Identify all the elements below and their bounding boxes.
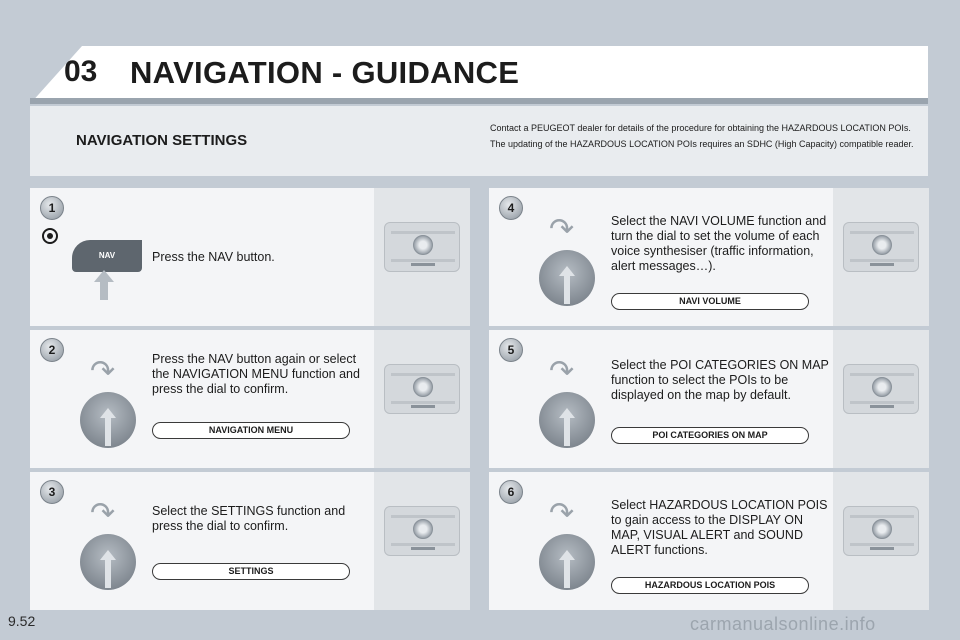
rotate-arrow-icon: ↷ xyxy=(90,355,116,388)
radio-panel-icon xyxy=(843,222,919,272)
step-image-panel xyxy=(833,472,929,610)
step-number: 4 xyxy=(499,196,523,220)
press-arrow-stem xyxy=(105,560,111,588)
step-card-3 xyxy=(30,472,470,610)
disc-icon xyxy=(42,228,58,244)
step-image-panel xyxy=(833,330,929,468)
page-title: NAVIGATION - GUIDANCE xyxy=(130,55,520,90)
step-number: 3 xyxy=(40,480,64,504)
step-card-5 xyxy=(489,330,929,468)
nav-button: NAV xyxy=(72,240,142,272)
press-arrow-stem xyxy=(105,418,111,446)
step-number: 5 xyxy=(499,338,523,362)
step-image-panel xyxy=(374,188,470,326)
menu-label-pill: SETTINGS xyxy=(152,563,350,580)
press-arrow-stem xyxy=(564,418,570,446)
header-stripe xyxy=(30,98,928,104)
menu-label-pill: HAZARDOUS LOCATION POIS xyxy=(611,577,809,594)
menu-label-pill: NAVI VOLUME xyxy=(611,293,809,310)
rotate-arrow-icon: ↷ xyxy=(549,497,575,530)
step-text: Press the NAV button. xyxy=(152,250,275,264)
step-card-6 xyxy=(489,472,929,610)
press-arrow-icon xyxy=(100,550,116,560)
press-arrow-stem xyxy=(564,560,570,588)
press-arrow-icon xyxy=(559,266,575,276)
step-text: Select HAZARDOUS LOCATION POIS to gain access to the DISPLAY ON MAP, VISUAL ALERT and SOUND ALERT functions. xyxy=(611,498,828,557)
watermark: carmanualsonline.info xyxy=(690,614,876,634)
step-number: 6 xyxy=(499,480,523,504)
step-text: Select the POI CATEGORIES ON MAP function to select the POIs to be displayed on the map by default. xyxy=(611,358,829,402)
step-image-panel xyxy=(374,330,470,468)
step-card-4 xyxy=(489,188,929,326)
step-number: 1 xyxy=(40,196,64,220)
radio-panel-icon xyxy=(384,506,460,556)
step-number: 2 xyxy=(40,338,64,362)
press-arrow-icon xyxy=(94,270,114,282)
step-image-panel xyxy=(374,472,470,610)
rotate-arrow-icon: ↷ xyxy=(549,213,575,246)
radio-panel-icon xyxy=(384,364,460,414)
section-title: NAVIGATION SETTINGS xyxy=(76,132,248,149)
press-arrow-icon xyxy=(559,550,575,560)
radio-panel-icon xyxy=(384,222,460,272)
page-number: 9.52 xyxy=(8,613,36,629)
menu-label-pill: POI CATEGORIES ON MAP xyxy=(611,427,809,444)
menu-label-pill: NAVIGATION MENU xyxy=(152,422,350,439)
rotate-arrow-icon: ↷ xyxy=(549,355,575,388)
step-image-panel xyxy=(833,188,929,326)
radio-panel-icon xyxy=(843,506,919,556)
rotate-arrow-icon: ↷ xyxy=(90,497,116,530)
step-card-1 xyxy=(30,188,470,326)
step-text: Press the NAV button again or select the NAVIGATION MENU function and press the dial to confirm. xyxy=(152,352,360,396)
press-arrow-icon xyxy=(100,408,116,418)
intro-text: Contact a PEUGEOT dealer for details of the procedure for obtaining the HAZARDOUS LOCATION POIs. The updating of the HAZARDOUS LOCATION POIs requires an SDHC (High Capacity) compatible reader. xyxy=(490,123,914,149)
step-text: Select the NAVI VOLUME function and turn the dial to set the volume of each voice synthesiser (traffic information, alert messages…). xyxy=(611,214,827,273)
radio-panel-icon xyxy=(843,364,919,414)
step-text: Select the SETTINGS function and press the dial to confirm. xyxy=(152,504,346,533)
press-arrow-stem xyxy=(100,282,108,300)
step-card-2 xyxy=(30,330,470,468)
chapter-number: 03 xyxy=(64,55,98,88)
press-arrow-stem xyxy=(564,276,570,304)
press-arrow-icon xyxy=(559,408,575,418)
